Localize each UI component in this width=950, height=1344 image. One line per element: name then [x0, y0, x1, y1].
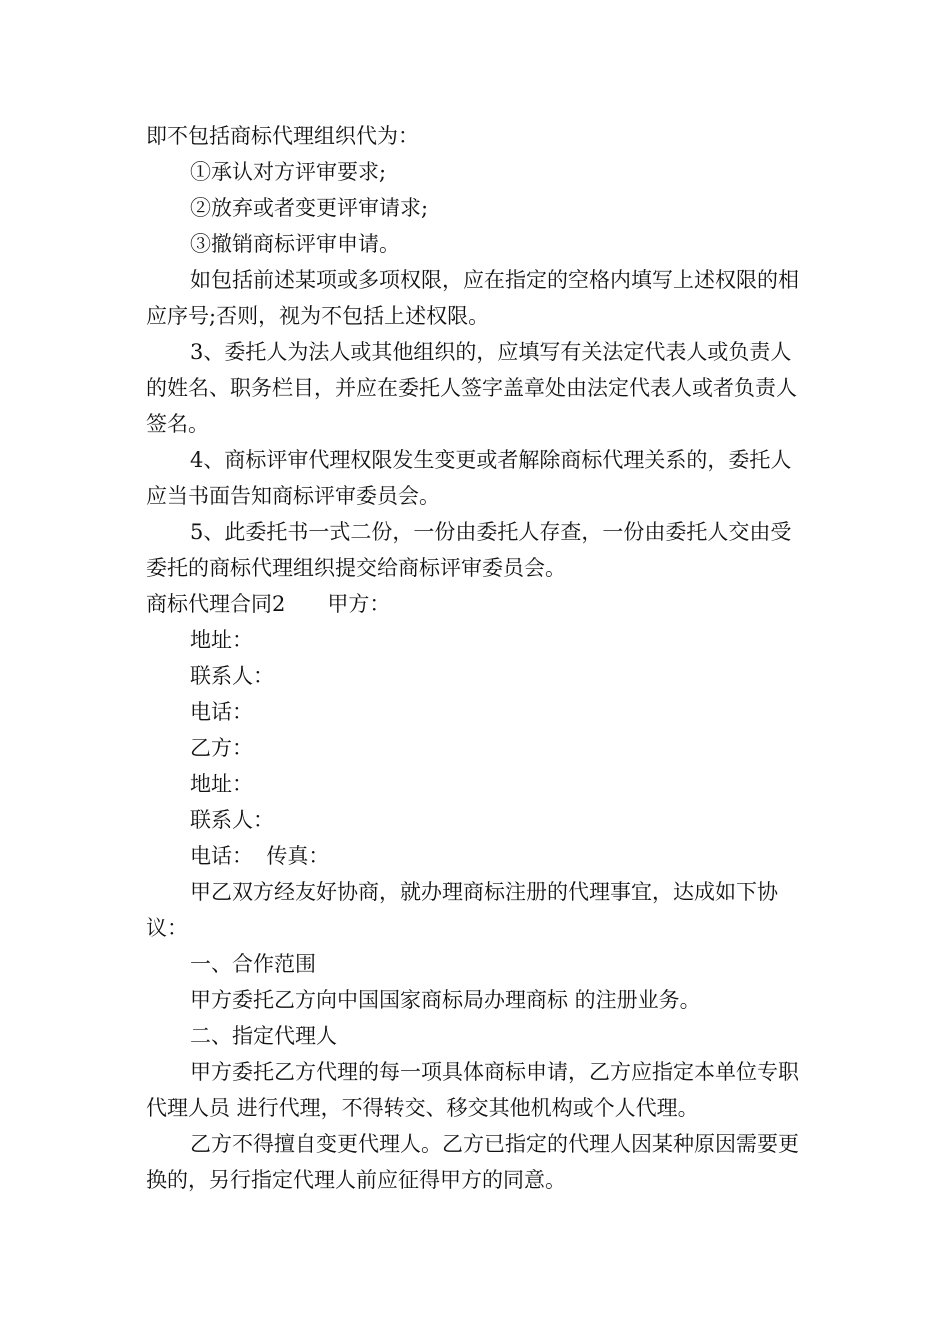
- party-b-address: 地址：: [190, 772, 253, 796]
- party-a-address: 地址：: [190, 628, 253, 652]
- document-body: [146, 118, 810, 1198]
- paragraph-note-3: 3、委托人为法人或其他组织的，应填写有关法定代表人或负责人的姓名、职务栏目，并应在委托人签字盖章处由法定代表人或者负责人签名。: [146, 340, 797, 436]
- paragraph-exclusion-intro: 即不包括商标代理组织代为：: [146, 124, 419, 148]
- party-b-contact: 联系人：: [190, 808, 274, 832]
- paragraph-note-4: 4、商标评审代理权限发生变更或者解除商标代理关系的，委托人应当书面告知商标评审委员会。: [146, 448, 792, 508]
- list-item-1: ①承认对方评审要求;: [190, 160, 387, 184]
- list-item-2: ②放弃或者变更评审请求;: [190, 196, 429, 220]
- paragraph-permission-note: 如包括前述某项或多项权限，应在指定的空格内填写上述权限的相应序号;否则，视为不包括上述权限。: [146, 268, 799, 328]
- agreement-intro: 甲乙双方经友好协商，就办理商标注册的代理事宜，达成如下协议：: [146, 880, 778, 940]
- section-2-body-1: 甲方委托乙方代理的每一项具体商标申请，乙方应指定本单位专职代理人员 进行代理，不得转交、移交其他机构或个人代理。: [146, 1060, 799, 1120]
- list-item-3: ③撤销商标评审申请。: [190, 232, 400, 256]
- contract-heading: 商标代理合同2 甲方：: [146, 592, 391, 616]
- party-a-contact: 联系人：: [190, 664, 274, 688]
- paragraph-note-5: 5、此委托书一式二份，一份由委托人存查，一份由委托人交由受委托的商标代理组织提交给商标评审委员会。: [146, 520, 792, 580]
- party-b-phone-fax: 电话： 传真：: [190, 844, 330, 868]
- section-heading-1: 一、合作范围: [190, 952, 316, 976]
- section-2-body-2: 乙方不得擅自变更代理人。乙方已指定的代理人因某种原因需要更换的，另行指定代理人前应征得甲方的同意。: [146, 1132, 799, 1192]
- party-a-phone: 电话：: [190, 700, 253, 724]
- party-b-label: 乙方：: [190, 736, 253, 760]
- section-1-body: 甲方委托乙方向中国国家商标局办理商标 的注册业务。: [190, 988, 701, 1012]
- section-heading-2: 二、指定代理人: [190, 1024, 337, 1048]
